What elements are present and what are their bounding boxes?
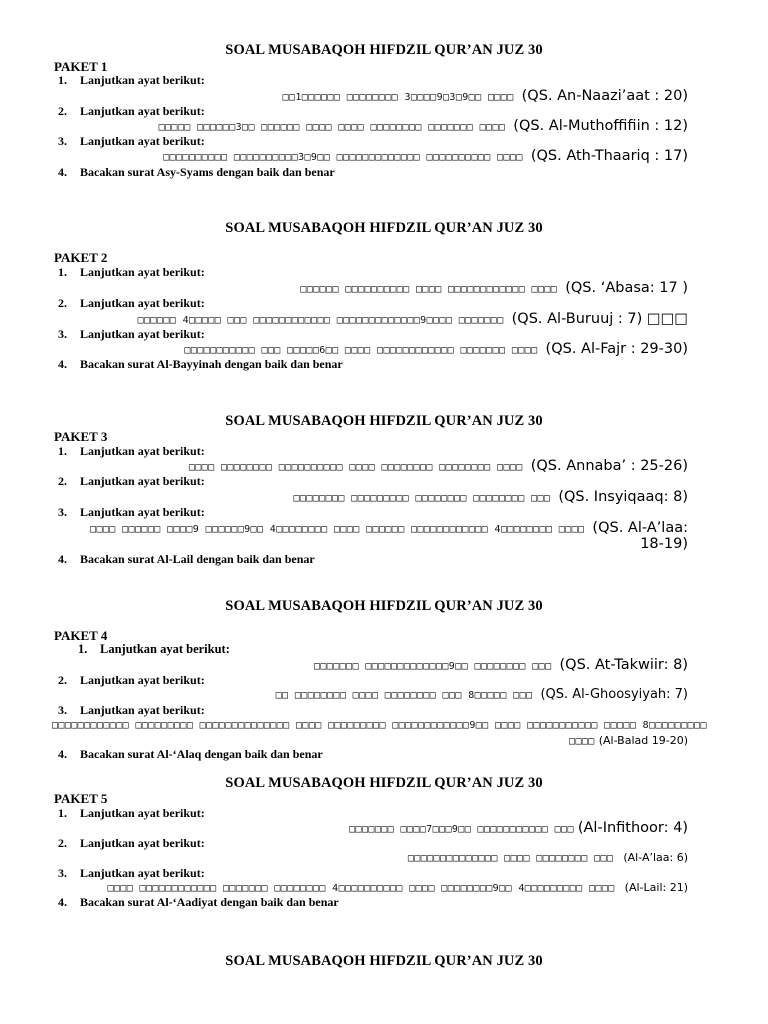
question-item [58, 866, 205, 881]
question-item [58, 474, 205, 489]
question-item [58, 836, 205, 851]
question-number: 1. [58, 73, 67, 87]
question-text: Lanjutkan ayat berikut: [80, 327, 205, 341]
question-number: 2. [58, 104, 67, 118]
question-item [58, 134, 205, 149]
arabic-verse: □□ □□□□□□□□ □□□□ □□□□□□□□ □□□ 8□□□□□ □□□ [275, 690, 533, 701]
section-title: SOAL MUSABAQOH HIFDZIL QUR’AN JUZ 30 [225, 598, 543, 614]
question-number: 3. [58, 866, 67, 880]
question-item [58, 673, 205, 688]
arabic-verse: □□□□ □□□□□□□□□□□□ □□□□□□□ □□□□□□□□ 4□□□□□□□□□□ □□□□ □□□□□□□□9□□ 4□□□□□□□□□ □□□□ [107, 883, 615, 894]
question-item [58, 327, 205, 342]
question-number: 4. [58, 165, 67, 179]
arabic-verse: □□□□□□□□□□□ □□□ □□□□□6□□ □□□□ □□□□□□□□□□□□ □□□□□□□ □□□□ [184, 345, 538, 356]
question-text: Lanjutkan ayat berikut: [80, 505, 205, 519]
arabic-verse: □□□□ □□□□□□ □□□□9 □□□□□□9□□ 4□□□□□□□□ □□□□ □□□□□□ □□□□□□□□□□□□ 4□□□□□□□□ □□□□ [90, 524, 585, 535]
question-text: Bacakan surat Al-Lail dengan baik dan benar [80, 552, 315, 566]
question-text: Lanjutkan ayat berikut: [100, 642, 230, 656]
question-text: Bacakan surat Al-Bayyinah dengan baik dan benar [80, 357, 343, 371]
verse-line [276, 687, 688, 704]
arabic-verse: □□□□□□□□□□□□□□ □□□□ □□□□□□□□ □□□ [407, 853, 614, 864]
question-text: Lanjutkan ayat berikut: [80, 703, 205, 717]
question-number: 1. [58, 806, 67, 820]
question-number: 1. [58, 444, 67, 458]
paket-label: PAKET 4 [54, 628, 108, 643]
question-text: Bacakan surat Asy-Syams dengan baik dan benar [80, 165, 335, 179]
question-text: Bacakan surat Al-‘Alaq dengan baik dan benar [80, 747, 323, 761]
verse-line [300, 280, 688, 298]
question-number: 1. [58, 265, 67, 279]
paket-label: PAKET 5 [54, 791, 108, 806]
section-title: SOAL MUSABAQOH HIFDZIL QUR’AN JUZ 30 [225, 953, 543, 969]
verse-line [349, 820, 688, 838]
verse-line [632, 536, 688, 553]
question-text: Lanjutkan ayat berikut: [80, 866, 205, 880]
question-text: Lanjutkan ayat berikut: [80, 806, 205, 820]
question-number: 3. [58, 327, 67, 341]
arabic-verse: □□1□□□□□□ □□□□□□□□ 3□□□□9□3□9□□ □□□□ [282, 92, 514, 103]
question-number: 2. [58, 296, 67, 310]
verse-reference: (QS. Al-Muthoffifiin : 12) [513, 118, 688, 134]
question-text: Lanjutkan ayat berikut: [80, 265, 205, 279]
question-item [58, 552, 315, 567]
question-text: Lanjutkan ayat berikut: [80, 134, 205, 148]
arabic-verse: □□□□□□ 4□□□□□ □□□ □□□□□□□□□□□□ □□□□□□□□□□□□□9□□□□ □□□□□□□ [137, 315, 504, 326]
arabic-verse: □□□□□ □□□□□□3□□ □□□□□□ □□□□ □□□□ □□□□□□□□ □□□□□□□ □□□□ [158, 122, 506, 133]
verse-reference: (Al-A’laa: 6) [623, 851, 688, 864]
question-number: 4. [58, 747, 67, 761]
question-number: 4. [58, 357, 67, 371]
question-item [58, 444, 205, 459]
verse-reference: (Al-Lail: 21) [624, 881, 688, 894]
question-text: Lanjutkan ayat berikut: [80, 474, 205, 488]
question-number: 3. [58, 703, 67, 717]
verse-line [314, 657, 688, 675]
question-number: 2. [58, 836, 67, 850]
question-item [58, 703, 205, 718]
verse-reference: (QS. Al-A’laa: [592, 520, 688, 536]
section-title: SOAL MUSABAQOH HIFDZIL QUR’AN JUZ 30 [225, 413, 543, 429]
verse-reference: (QS. Annaba’ : 25-26) [530, 458, 688, 474]
verse-reference: (QS. Insyiqaaq: 8) [558, 489, 688, 505]
question-item [58, 73, 205, 88]
question-number: 3. [58, 505, 67, 519]
verse-reference: (QS. Al-Fajr : 29-30) [545, 341, 688, 357]
question-text: Lanjutkan ayat berikut: [80, 673, 205, 687]
question-number: 4. [58, 895, 67, 909]
question-number: 1. [78, 642, 88, 656]
question-number: 2. [58, 474, 67, 488]
question-number: 2. [58, 673, 67, 687]
verse-reference: (QS. Ath-Thaariq : 17) [530, 148, 688, 164]
verse-line [282, 88, 688, 106]
verse-reference: (QS. Al-Buruuj : 7) □□□ [511, 311, 688, 327]
arabic-verse: □□□□□□ □□□□□□□□□□ □□□□ □□□□□□□□□□□□ □□□□ [300, 284, 558, 295]
arabic-verse: □□□□ [569, 736, 595, 747]
paket-label: PAKET 3 [54, 429, 108, 444]
question-text: Lanjutkan ayat berikut: [80, 73, 205, 87]
question-text: Lanjutkan ayat berikut: [80, 836, 205, 850]
section-title: SOAL MUSABAQOH HIFDZIL QUR’AN JUZ 30 [225, 42, 543, 58]
verse-reference: 18-19) [640, 536, 688, 552]
verse-line [163, 148, 688, 166]
section-title: SOAL MUSABAQOH HIFDZIL QUR’AN JUZ 30 [225, 220, 543, 236]
verse-line [189, 458, 688, 476]
question-text: Lanjutkan ayat berikut: [80, 104, 205, 118]
verse-line [159, 118, 688, 136]
question-item [58, 806, 205, 821]
question-item [58, 265, 205, 280]
arabic-verse: □□□□□□□□□□ □□□□□□□□□□3□9□□ □□□□□□□□□□□□□ □□□□□□□□□□ □□□□ [163, 152, 523, 163]
question-text: Lanjutkan ayat berikut: [80, 296, 205, 310]
arabic-verse: □□□□□□□□□□□□ □□□□□□□□□ □□□□□□□□□□□□□□ □□□□ □□□□□□□□□ □□□□□□□□□□□□9□□ □□□□ □□□□□□□□□□□ □□□□□ 8□□□□□□□□□ [52, 720, 707, 731]
question-item [58, 165, 335, 180]
verse-reference: (Al-Balad 19-20) [598, 734, 688, 747]
verse-reference: (QS. An-Naazi’aat : 20) [521, 88, 688, 104]
verse-line [52, 717, 707, 734]
question-item [58, 104, 205, 119]
verse-line [293, 489, 688, 507]
verse-line [569, 733, 688, 750]
arabic-verse: □□□□□□□□ □□□□□□□□□ □□□□□□□□ □□□□□□□□ □□□ [293, 493, 551, 504]
question-item [58, 296, 205, 311]
verse-reference: (QS. Al-Ghoosyiyah: 7) [540, 687, 688, 702]
verse-reference: (QS. ‘Abasa: 17 ) [565, 280, 688, 296]
verse-line [52, 520, 688, 538]
arabic-verse: □□□□□□□ □□□□7□□□9□□ □□□□□□□□□□□ □□□ [349, 824, 574, 835]
verse-line [408, 850, 688, 867]
paket-label: PAKET 2 [54, 250, 108, 265]
arabic-verse: □□□□□□□ □□□□□□□□□□□□□9□□ □□□□□□□□ □□□ [313, 661, 552, 672]
paket-label: PAKET 1 [54, 59, 108, 74]
verse-reference: (QS. At-Takwiir: 8) [559, 657, 688, 673]
question-text: Lanjutkan ayat berikut: [80, 444, 205, 458]
question-item [58, 505, 205, 520]
question-item [78, 642, 230, 657]
question-number: 3. [58, 134, 67, 148]
section-title: SOAL MUSABAQOH HIFDZIL QUR’AN JUZ 30 [225, 775, 543, 791]
verse-reference: (Al-Infithoor: 4) [577, 820, 688, 836]
question-item [58, 357, 343, 372]
arabic-verse: □□□□ □□□□□□□□ □□□□□□□□□□ □□□□ □□□□□□□□ □□□□□□□□ □□□□ [188, 462, 523, 473]
question-item [58, 747, 323, 762]
question-item [58, 895, 339, 910]
verse-line [138, 311, 688, 329]
question-number: 4. [58, 552, 67, 566]
question-text: Bacakan surat Al-‘Aadiyat dengan baik dan benar [80, 895, 339, 909]
